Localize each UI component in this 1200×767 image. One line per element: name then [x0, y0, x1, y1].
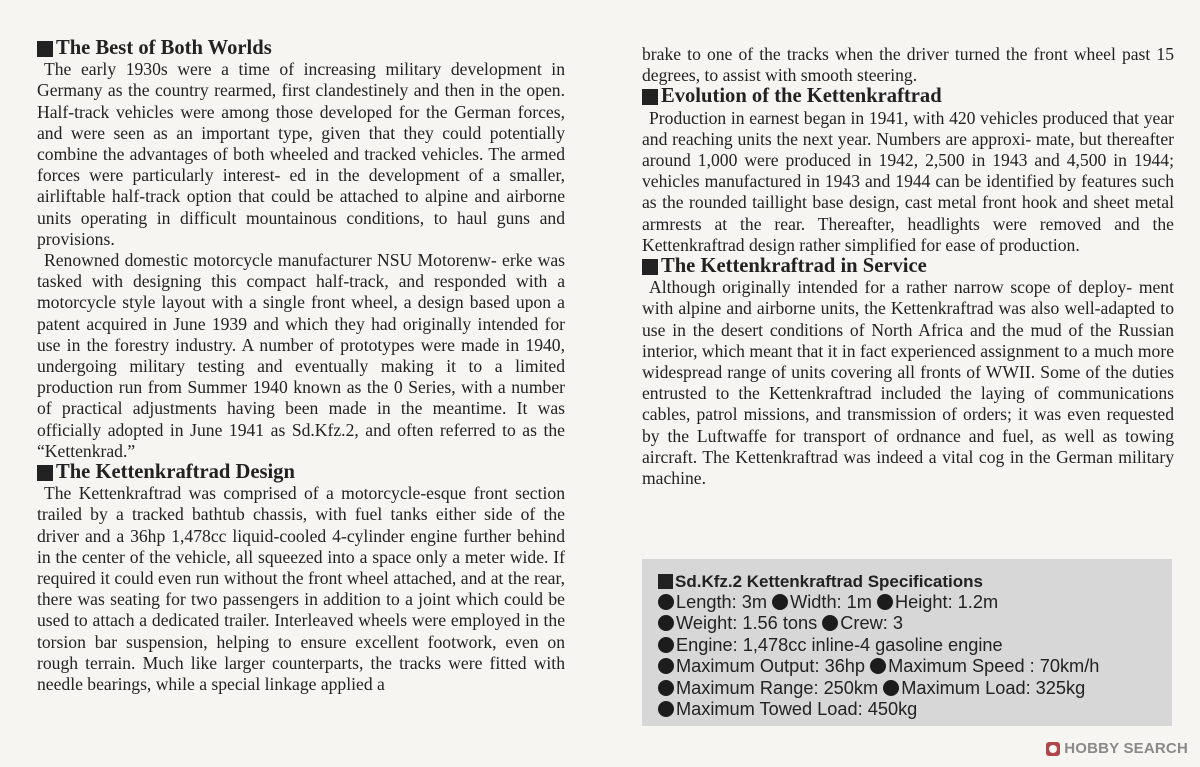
section-heading: Evolution of the Kettenkraftrad: [642, 86, 1174, 107]
spec-length: Length: 3m: [676, 592, 767, 612]
square-bullet-icon: [642, 89, 658, 105]
spec-row: [658, 613, 1172, 634]
paragraph: The early 1930s were a time of increasing military development in Germany as the country rearmed, first clandestinely and then in the open. Half-track vehicles were among those developed for the German forces, and were seen as an important type, given that they could potentially combine the advantages of both wheeled and tracked vehicles. The armed forces were particularly interest- ed in the development of a smaller, airliftable half-track option that could be attached to alpine and airborne units operating in difficult mountainous conditions, to haul guns and provisions.: [37, 59, 565, 249]
circle-bullet-icon: [658, 637, 674, 653]
section-heading: The Kettenkraftrad in Service: [642, 256, 1174, 277]
spec-weight: Weight: 1.56 tons: [676, 613, 818, 634]
right-column: [642, 44, 1174, 489]
spec-row: [658, 635, 1172, 656]
circle-bullet-icon: [658, 615, 674, 631]
spec-row: [658, 592, 1172, 613]
section-heading: The Best of Both Worlds: [37, 38, 565, 59]
paragraph: The Kettenkraftrad was comprised of a motorcycle-esque front section trailed by a tracked bathtub chassis, with fuel tanks either side of the driver and a 36hp 1,478cc liquid-cooled 4-cylinder engine further behind in the center of the vehicle, all squeezed into a space only a meter wide. If required it could even run without the front wheel attached, and at the rear, there was seating for two passengers in addition to a joint which could be used to attach a dedicated trailer. Interleaved wheels were employed in the torsion bar suspension, helping to ensure excellent footwork, even on rough terrain. Much like larger counterparts, the tracks were fitted with needle bearings, while a special linkage applied a: [37, 483, 565, 695]
circle-bullet-icon: [883, 680, 899, 696]
circle-bullet-icon: [870, 658, 886, 674]
watermark: HOBBY SEARCH: [1046, 740, 1188, 757]
paragraph: Renowned domestic motorcycle manufacturer NSU Motorenw- erke was tasked with designing this compact half-track, and responded with a motorcycle style layout with a single front wheel, a design based upon a patent acquired in June 1939 and which they had originally intended for use in the forestry industry. A number of prototypes were made in 1940, undergoing military testing and eventually making it to a limited production run from Summer 1940 known as the 0 Series, with a number of practical adjustments having been made in the meantime. It was officially adopted in June 1941 as Sd.Kfz.2, and often referred to as the “Kettenkrad.”: [37, 250, 565, 461]
paragraph-continuation: brake to one of the tracks when the driver turned the front wheel past 15 degrees, to assist with smooth steering.: [642, 44, 1174, 86]
circle-bullet-icon: [772, 594, 788, 610]
spec-row: [658, 656, 1172, 677]
hobby-search-logo-icon: [1046, 742, 1060, 756]
spec-width: Width: 1m: [790, 592, 872, 612]
spec-max-range: Maximum Range: 250km: [676, 677, 879, 698]
circle-bullet-icon: [877, 594, 893, 610]
square-bullet-icon: [658, 574, 673, 589]
circle-bullet-icon: [658, 680, 674, 696]
spec-max-towed-load: Maximum Towed Load: 450kg: [676, 699, 918, 720]
left-column: [37, 38, 565, 695]
circle-bullet-icon: [822, 615, 838, 631]
circle-bullet-icon: [658, 594, 674, 610]
spec-engine: Engine: 1,478cc inline-4 gasoline engine: [676, 634, 1003, 655]
spec-max-output: Maximum Output: 36hp: [676, 656, 866, 677]
spec-height: Height: 1.2m: [895, 592, 999, 612]
spec-max-speed: Maximum Speed : 70km/h: [888, 656, 1100, 677]
square-bullet-icon: [37, 465, 53, 481]
specifications-box: [642, 559, 1172, 726]
specs-title: Sd.Kfz.2 Kettenkraftrad Specifications: [658, 571, 1172, 592]
square-bullet-icon: [642, 259, 658, 275]
spec-max-load: Maximum Load: 325kg: [901, 677, 1086, 698]
spec-row: [658, 699, 1172, 720]
paragraph: Although originally intended for a rather narrow scope of deploy- ment with alpine and airborne units, the Kettenkraftrad was also well-adapted to use in the desert conditions of North Africa and the mud of the Russian interior, which meant that it in fact experienced assignment to a much more widespread range of units covering all fronts of WWII. Some of the duties entrusted to the Kettenkraftrad included the laying of communications cables, patrol missions, and transmission of orders; it was even requested by the Luftwaffe for transport of ordnance and fuel, as well as towing aircraft. The Kettenkraftrad was indeed a vital cog in the German military machine.: [642, 277, 1174, 489]
square-bullet-icon: [37, 41, 53, 57]
section-heading: The Kettenkraftrad Design: [37, 462, 565, 483]
spec-row: [658, 678, 1172, 699]
circle-bullet-icon: [658, 658, 674, 674]
circle-bullet-icon: [658, 701, 674, 717]
paragraph: Production in earnest began in 1941, with 420 vehicles produced that year and reaching units the next year. Numbers are approxi- mate, but thereafter around 1,000 were produced in 1942, 2,500 in 1943 and 4,500 in 1944; vehicles manufactured in 1943 and 1944 can be identified by features such as the rounded taillight base design, cast metal front hook and sheet metal armrests at the rear. Thereafter, headlights were removed and the Kettenkraftrad design rather simplified for ease of production.: [642, 107, 1174, 255]
spec-crew: Crew: 3: [840, 613, 903, 634]
